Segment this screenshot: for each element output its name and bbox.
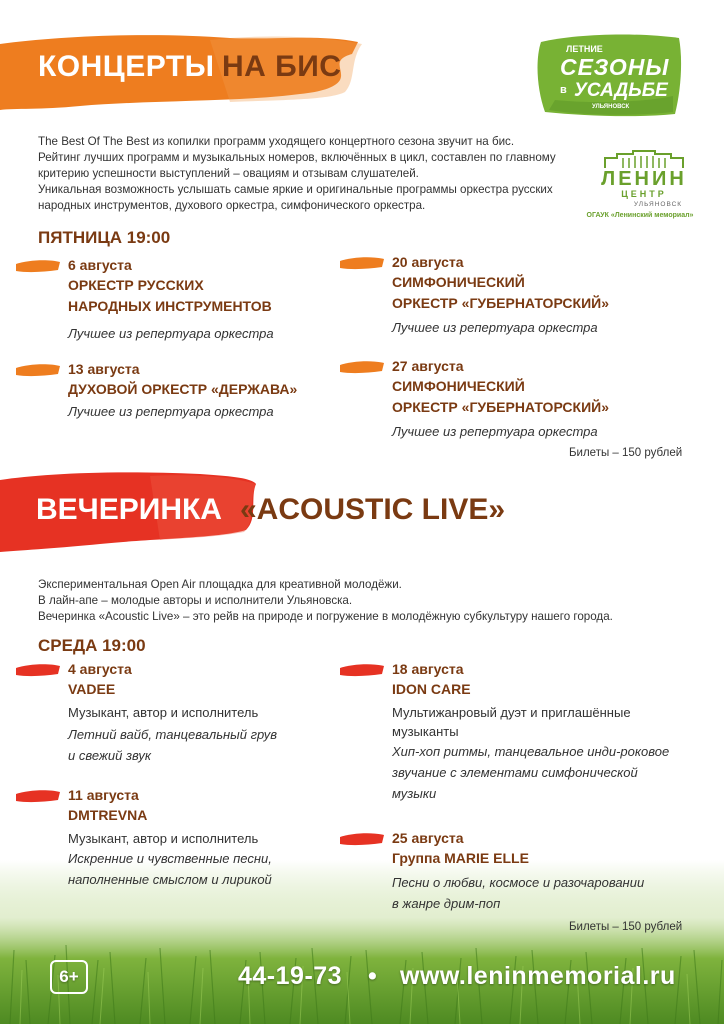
event-date: 13 августа (68, 361, 140, 377)
intro-line: Вечеринка «Acoustic Live» – это рейв на природе и погружение в молодёжную субкультуру нашего города. (38, 610, 613, 623)
event-desc: звучание с элементами симфонической (392, 765, 638, 780)
seasons-logo-small: в (560, 84, 567, 96)
red-brush-icon (338, 662, 386, 678)
event-sub: Музыкант, автор и исполнитель (68, 705, 259, 720)
seasons-logo-top: ЛЕТНИЕ (566, 44, 603, 54)
seasons-logo-city: УЛЬЯНОВСК (592, 104, 630, 110)
event-date: 27 августа (392, 358, 464, 374)
event-desc: наполненные смыслом и лирикой (68, 872, 272, 887)
event-sub: музыканты (392, 724, 459, 739)
event-desc: музыки (392, 786, 437, 801)
event-title: СИМФОНИЧЕСКИЙ (392, 378, 525, 394)
event-title: Группа MARIE ELLE (392, 850, 529, 866)
event-desc: Песни о любви, космосе и разочаровании (392, 875, 645, 890)
orange-brush-icon (338, 359, 386, 375)
seasons-logo-main2: УСАДЬБЕ (574, 80, 668, 101)
event-title: DMTREVNA (68, 807, 148, 823)
intro-line: Экспериментальная Open Air площадка для креативной молодёжи. (38, 578, 402, 591)
event-desc: Лучшее из репертуара оркестра (68, 326, 274, 341)
event-desc: Летний вайб, танцевальный грув (68, 727, 278, 742)
event-card (68, 256, 274, 344)
orange-brush-icon (14, 362, 62, 378)
intro-line: Рейтинг лучших программ и музыкальных номеров, включённых в цикл, составлен по главному (38, 151, 556, 164)
seasons-logo-main1: СЕЗОНЫ (560, 54, 670, 80)
event-card (68, 660, 277, 766)
event-desc: Лучшее из репертуара оркестра (392, 320, 598, 335)
event-date: 25 августа (392, 830, 464, 846)
section1-title-white: КОНЦЕРТЫ (38, 50, 215, 83)
section2-title-dark: «ACOUSTIC LIVE» (240, 493, 506, 526)
event-card (392, 829, 644, 914)
red-brush-icon (14, 662, 62, 678)
event-date: 18 августа (392, 661, 464, 677)
event-card (68, 786, 272, 890)
intro-line: The Best Of The Best из копилки программ уходящего концертного сезона звучит на бис. (38, 135, 515, 148)
footer-bullet: • (368, 962, 378, 990)
section1-tickets: Билеты – 150 рублей (569, 447, 683, 459)
footer-website-link[interactable]: www.leninmemorial.ru (400, 962, 676, 990)
intro-line: В лайн-апе – молодые авторы и исполнители Ульяновска. (38, 594, 353, 607)
red-brush-icon (338, 831, 386, 847)
age-rating-badge: 6+ (50, 960, 88, 994)
intro-line: Уникальная возможность услышать самые яркие и оригинальные программы оркестра русских (38, 183, 553, 196)
red-brush-icon (14, 788, 62, 804)
section2-title-white: ВЕЧЕРИНКА (36, 493, 222, 526)
event-sub: Музыкант, автор и исполнитель (68, 831, 259, 846)
lenin-logo-org: ОГАУК «Ленинский мемориал» (586, 212, 694, 219)
event-title: VADEE (68, 681, 116, 697)
event-date: 20 августа (392, 254, 464, 270)
event-desc: Искренние и чувственные песни, (68, 851, 272, 866)
event-desc: Лучшее из репертуара оркестра (68, 404, 274, 419)
event-date: 11 августа (68, 787, 139, 803)
event-desc: и свежий звук (68, 748, 151, 763)
event-desc: в жанре дрим-поп (392, 896, 501, 911)
orange-brush-icon (14, 258, 62, 274)
lenin-logo-center: ЦЕНТР (621, 189, 667, 199)
orange-brush-icon (338, 255, 386, 271)
event-title: ОРКЕСТР «ГУБЕРНАТОРСКИЙ» (392, 295, 609, 311)
footer-phone[interactable]: 44-19-73 (238, 962, 343, 990)
event-card (68, 360, 297, 422)
lenin-logo-name: ЛЕНИН (601, 168, 687, 190)
event-title: IDON CARE (392, 681, 471, 697)
event-sub: Мультижанровый дуэт и приглашённые (392, 705, 631, 720)
event-title: СИМФОНИЧЕСКИЙ (392, 274, 525, 290)
event-title: НАРОДНЫХ ИНСТРУМЕНТОВ (68, 298, 272, 314)
event-desc: Хип-хоп ритмы, танцевальное инди-роковое (392, 744, 670, 759)
section1-intro (38, 134, 556, 214)
event-card (392, 660, 669, 804)
lenin-logo-city: УЛЬЯНОВСК (633, 201, 683, 208)
event-title: ОРКЕСТР РУССКИХ (68, 277, 204, 293)
event-title: ОРКЕСТР «ГУБЕРНАТОРСКИЙ» (392, 399, 609, 415)
section2-tickets: Билеты – 150 рублей (569, 921, 683, 933)
lenin-center-building-icon (603, 150, 685, 170)
event-date: 4 августа (68, 661, 132, 677)
intro-line: народных инструментов, духового оркестра, симфонического оркестра. (38, 199, 426, 212)
event-card (392, 357, 609, 442)
event-desc: Лучшее из репертуара оркестра (392, 424, 598, 439)
section1-day: ПЯТНИЦА 19:00 (38, 228, 171, 247)
section2-day: СРЕДА 19:00 (38, 636, 146, 655)
event-title: ДУХОВОЙ ОРКЕСТР «ДЕРЖАВА» (68, 381, 298, 397)
event-date: 6 августа (68, 257, 132, 273)
section1-title-dark: НА БИС (222, 50, 342, 83)
section2-intro (38, 577, 613, 625)
event-card (392, 253, 609, 338)
intro-line: критерию успешности выступлений – овациям и отзывам слушателей. (38, 167, 419, 180)
